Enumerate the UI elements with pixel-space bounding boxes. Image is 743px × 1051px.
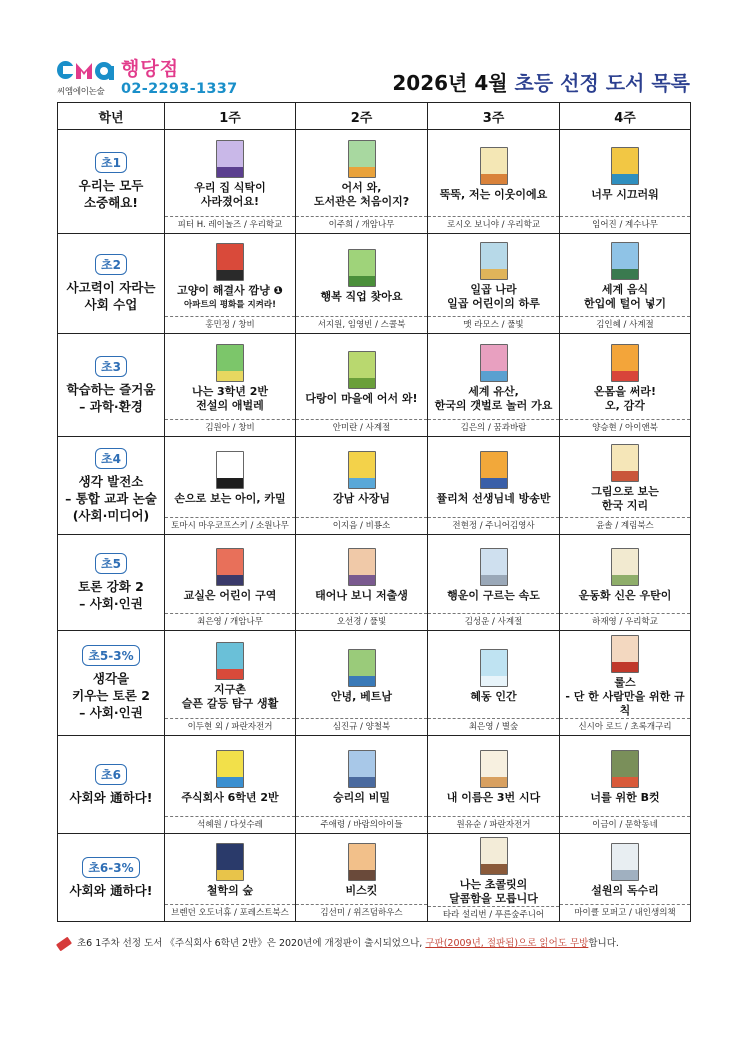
book-author-publisher: 브렌던 오도너휴 / 포레스트북스 [165,904,295,921]
book-cell [428,234,560,334]
book-cover-image [611,635,639,673]
book-title: 지구촌 슬픈 갈등 탐구 생활 [181,682,279,710]
book-author-publisher: 심진규 / 양철북 [296,718,427,735]
book-cell [428,535,560,631]
grade-theme: 사회와 通하다! [69,789,153,805]
book-cover-image [480,837,508,875]
book-author-publisher: 김은의 / 꿈과바람 [428,419,559,436]
book-title: 나는 초콜릿의 달콤함을 모릅니다 [449,878,538,905]
grade-badge: 초6 [95,764,127,785]
book-cover-image [611,843,639,881]
book-title: 행복 직업 찾아요 [320,290,403,303]
book-cell [165,834,296,922]
grade-theme: 학습하는 즐거움 – 과학·환경 [66,381,156,414]
book-author-publisher: 양승현 / 아이앤북 [560,419,690,436]
book-cell [296,631,428,736]
book-title: 뚝뚝, 저는 이웃이에요 [439,188,548,201]
grade-cell [58,834,165,922]
table-row [58,736,691,834]
book-cell [165,631,296,736]
book-cover-image [480,548,508,586]
book-cover-image [348,140,376,178]
table-row [58,334,691,437]
book-author-publisher: 타라 설리번 / 푸른숲주니어 [428,906,559,921]
book-cover-image [348,249,376,287]
book-cover-image [611,344,639,382]
book-title: 우리 집 식탁이 사라졌어요! [194,181,266,208]
grade-theme: 생각 발전소 – 통합 교과 논술 (사회·미디어) [65,473,157,523]
book-cell [165,130,296,234]
book-cover-image [611,242,639,280]
book-title: 세계 음식 한입에 털어 넣기 [583,283,667,310]
book-list-table [57,102,691,922]
book-cover-image [348,649,376,687]
book-cover-image [216,451,244,489]
table-row [58,437,691,535]
book-cell [560,631,691,736]
book-title: 너무 시끄러워 [591,188,659,201]
footnote-text: 초6 1주차 선정 도서 《주식회사 6학년 2반》은 2020년에 개정판이 출시되었으나, [77,938,426,949]
book-cell [296,437,428,535]
grade-theme: 토론 강화 2 – 사회·인권 [78,579,144,611]
grade-theme: 사회와 通하다! [69,882,153,898]
book-cover-image [480,750,508,788]
book-cell [165,437,296,535]
book-title: 세계 유산, 한국의 갯벌로 놀러 가요 [434,384,553,412]
book-author-publisher: 피터 H. 레이놀즈 / 우리학교 [165,216,295,233]
book-author-publisher: 안미란 / 사계절 [296,419,427,436]
pencil-icon [56,936,72,951]
column-header-week2: 2주 [296,103,428,130]
grade-badge: 초4 [95,448,127,469]
book-title: 내 이름은 3번 시다 [446,791,541,804]
book-cover-image [348,451,376,489]
book-cover-image [348,750,376,788]
book-cell [560,736,691,834]
book-cell [428,834,560,922]
book-title: 행운이 구르는 속도 [447,589,540,602]
header [57,52,690,98]
table-row [58,130,691,234]
book-cell [560,535,691,631]
book-title: 승리의 비밀 [333,791,390,804]
logo-subtext: 씨엠에이논술 [57,87,105,97]
table-row [58,234,691,334]
title-name: 초등 선정 도서 목록 [514,71,690,95]
book-cell [428,437,560,535]
book-author-publisher: 오선경 / 풀빛 [296,613,427,630]
book-subtitle: 아파트의 평화를 지켜라! [184,300,276,310]
book-cell [428,631,560,736]
book-cell [560,437,691,535]
book-title: 비스킷 [345,884,378,897]
book-cell [296,736,428,834]
phone-number: 02-2293-1337 [121,81,238,97]
book-title: 일곱 나라 일곱 어린이의 하루 [447,283,540,310]
grade-badge: 초2 [95,254,127,275]
book-cell [560,130,691,234]
book-title: 손으로 보는 아이, 카밀 [174,492,286,505]
book-cell [428,130,560,234]
book-cell [428,736,560,834]
book-cell [560,334,691,437]
book-title: 온몸을 써라! 오, 감각 [594,384,656,412]
book-title: 그림으로 보는 한국 지리 [591,485,659,512]
book-title: 어서 와, 도서관은 처음이지? [313,181,410,208]
book-title: 교실은 어린이 구역 [183,589,277,602]
book-cover-image [480,649,508,687]
book-cell [296,535,428,631]
book-author-publisher: 석혜원 / 다섯수레 [165,816,295,833]
book-cover-image [480,451,508,489]
table-row [58,834,691,922]
book-cover-image [216,642,244,680]
column-header-grade: 학년 [58,103,165,130]
book-cover-image [611,147,639,185]
book-author-publisher: 하재영 / 우리학교 [560,613,690,630]
book-author-publisher: 김선미 / 위즈덤하우스 [296,904,427,921]
book-title: 운동화 신은 우탄이 [578,589,672,602]
book-cell [296,234,428,334]
book-cover-image [216,750,244,788]
grade-cell [58,334,165,437]
book-title: 고양이 해결사 깜냥 ❶ [177,284,283,297]
grade-cell [58,631,165,736]
book-cover-image [216,243,244,281]
grade-cell [58,736,165,834]
book-author-publisher: 김인혜 / 사계절 [560,316,690,333]
grade-badge: 초5-3% [82,645,139,666]
book-author-publisher: 이두현 외 / 파란자전거 [165,718,295,735]
book-cover-image [611,444,639,482]
table-row [58,631,691,736]
book-author-publisher: 임어진 / 계수나무 [560,216,690,233]
book-title: 주식회사 6학년 2반 [181,791,279,804]
grade-badge: 초5 [95,553,127,574]
book-title: 강남 사장님 [333,492,390,505]
book-author-publisher: 마이클 모퍼고 / 내인생의책 [560,904,690,921]
book-author-publisher: 전현정 / 주니어김영사 [428,517,559,534]
book-cell [165,234,296,334]
book-author-publisher: 윤솔 / 계림북스 [560,517,690,534]
book-title: 혜동 인간 [470,689,517,703]
book-cover-image [480,344,508,382]
footnote-suffix: 합니다. [588,938,619,949]
book-title: 설원의 독수리 [591,884,659,897]
book-cell [560,834,691,922]
book-cover-image [480,147,508,185]
book-author-publisher: 신시아 로드 / 초록개구리 [560,718,690,735]
book-author-publisher: 이금이 / 문학동네 [560,816,690,833]
book-author-publisher: 최은영 / 개암나무 [165,613,295,630]
grade-theme: 생각을 키우는 토론 2 – 사회·인권 [72,671,150,720]
book-author-publisher: 주애령 / 바람의아이들 [296,816,427,833]
book-author-publisher: 최은영 / 별숲 [428,718,559,735]
column-header-week1: 1주 [165,103,296,130]
book-author-publisher: 맷 라모스 / 풀빛 [428,316,559,333]
branch-name: 행당점 [121,58,180,80]
book-cover-image [348,843,376,881]
book-cover-image [216,548,244,586]
book-author-publisher: 이주희 / 개암나무 [296,216,427,233]
grade-badge: 초3 [95,356,127,377]
book-cover-image [216,344,244,382]
book-title: 나는 3학년 2반 전설의 애벌레 [191,384,269,412]
book-cell [165,736,296,834]
footnote-underlined: 구판(2009년, 절판됨)으로 읽어도 무방 [425,938,589,949]
book-author-publisher: 서지원, 임영빈 / 스콜북 [296,316,427,333]
book-title: 룰스 - 단 한 사람만을 위한 규칙 [565,675,685,717]
grade-cell [58,234,165,334]
column-header-week4: 4주 [560,103,691,130]
book-title: 태어나 보니 저출생 [315,589,408,602]
book-title: 안녕, 베트남 [330,689,393,703]
cma-logo [57,58,114,82]
book-cell [296,834,428,922]
book-cover-image [348,548,376,586]
book-cover-image [348,351,376,389]
grade-badge: 초1 [95,152,127,173]
book-cover-image [216,140,244,178]
book-cell [560,234,691,334]
book-title: 너를 위한 B컷 [590,791,660,804]
grade-cell [58,437,165,535]
book-cell [296,334,428,437]
grade-cell [58,130,165,234]
book-author-publisher: 홍민정 / 창비 [165,316,295,333]
book-author-publisher: 김성운 / 사계절 [428,613,559,630]
book-cover-image [480,242,508,280]
book-author-publisher: 토마시 마우코프스키 / 소원나무 [165,517,295,534]
book-cover-image [611,548,639,586]
column-header-week3: 3주 [428,103,560,130]
book-author-publisher: 원유순 / 파란자전거 [428,816,559,833]
book-cell [296,130,428,234]
footnote [57,935,619,949]
book-cell [165,334,296,437]
book-author-publisher: 김원아 / 창비 [165,419,295,436]
book-title: 퓰리처 선생님네 방송반 [436,492,551,505]
book-title: 철학의 숲 [206,884,254,897]
grade-theme: 우리는 모두 소중해요! [78,178,144,210]
page-title [392,67,690,96]
grade-cell [58,535,165,631]
book-cell [165,535,296,631]
book-author-publisher: 이지음 / 비룡소 [296,517,427,534]
grade-badge: 초6-3% [82,857,139,878]
grade-theme: 사고력이 자라는 사회 수업 [66,280,156,312]
table-header-row [58,103,691,130]
book-cell [428,334,560,437]
book-cover-image [216,843,244,881]
title-date: 2026년 4월 [392,71,508,95]
book-title: 다랑이 마을에 어서 와! [305,391,418,405]
book-author-publisher: 로시오 보니야 / 우리학교 [428,216,559,233]
book-cover-image [611,750,639,788]
table-row [58,535,691,631]
